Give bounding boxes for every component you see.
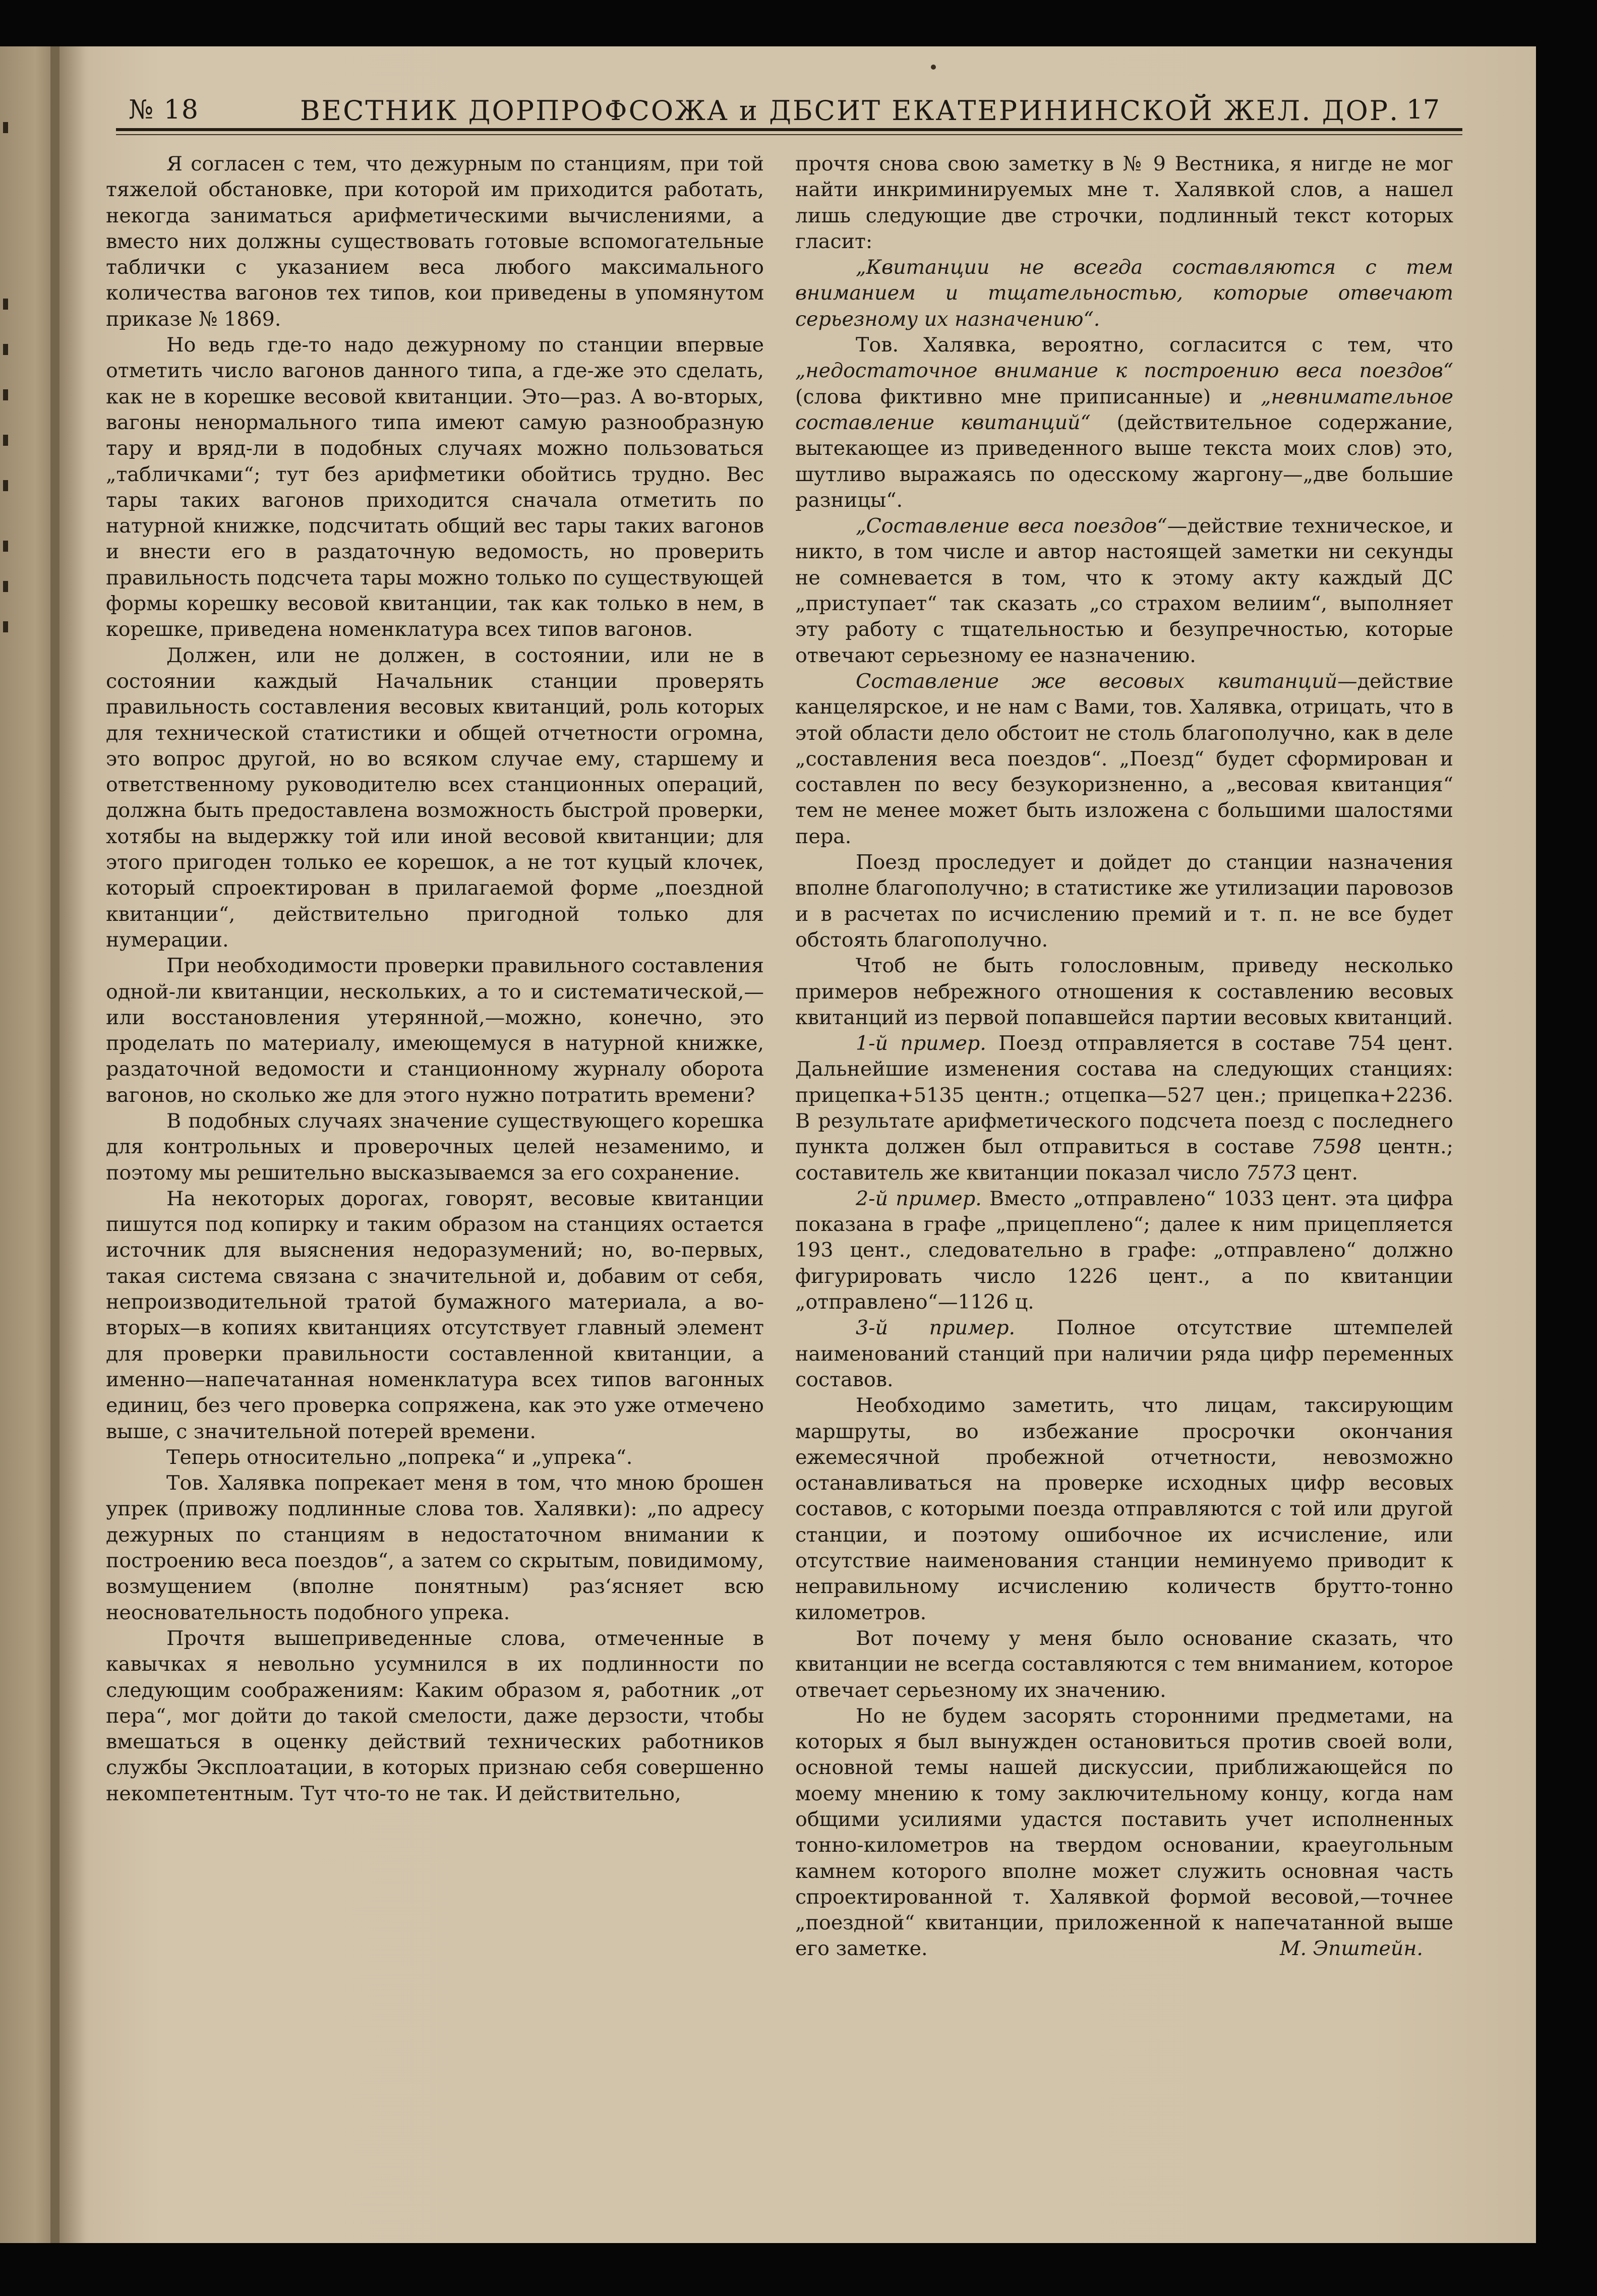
emphasis: „недостаточное внимание к построению веса поездов“ <box>795 359 1453 383</box>
edge-mark <box>3 581 8 592</box>
paragraph <box>795 669 1453 850</box>
left-column <box>106 151 764 1807</box>
paragraph: Вот почему у меня было основание сказать, что квитанции не всегда составляются с тем вниманием, которое отвечает серьезному их значению. <box>795 1626 1453 1702</box>
paragraph: Но ведь где-то надо дежурному по станции впервые отметить число вагонов данного типа, а где-же это сделать, как не в корешке весовой квитанции. Это—раз. А во-вторых, вагоны ненормального типа имеют самую разнообразную тару и вряд-ли в подобных случаях можно пользоваться „табличками“; тут без арифметики обойтись трудно. Вес тары таких вагонов приходится сначала отметить по натурной книжке, подсчитать общий вес тары таких вагонов и внести его в раздаточную ведомость, но проверить правильность подсчета тары можно только по существующей формы корешку весовой квитанции, так как только в нем, в корешке, приведена номенклатура всех типов вагонов. <box>106 333 764 641</box>
text-run: (слова фиктивно мне приписанные) и <box>795 385 1261 408</box>
paragraph <box>795 513 1453 669</box>
paragraph: Чтоб не быть голословным, приведу несколько примеров небрежного отношения к составлению весовых квитанций из первой попавшейся партии весовых квитанций. <box>795 954 1453 1029</box>
edge-mark <box>3 389 8 400</box>
binding-shadow <box>50 46 86 2243</box>
quoted-text: „Квитанции не всегда составляются с тем вниманием и тщательностью, которые отвечают серьезному их назначению“. <box>795 256 1453 331</box>
text-run: Полное отсутствие штемпелей наименований станций при наличии ряда цифр переменных составов. <box>795 1316 1453 1391</box>
text-run: Тов. Халявка, вероятно, согласится с тем, что <box>856 333 1453 357</box>
emphasis: 7598 <box>1311 1135 1362 1159</box>
page-number: 17 <box>1406 95 1440 125</box>
issue-number: № 18 <box>129 95 199 125</box>
emphasis: „невнимательное составление квитанций“ <box>795 385 1453 434</box>
text-run: Вместо „отправлено“ 1033 цент. эта цифра показана в графе „прицеплено“; далее к ним прицепляется 193 цент., следовательно в графе: „отправлено“ должно фигурировать число 1226 цент., а по квитанции „отправлено“—1126 ц. <box>795 1187 1454 1314</box>
speck <box>931 65 936 70</box>
example-label: 3-й пример. <box>856 1316 1016 1340</box>
text-run: центн.; составитель же квитанции показал число <box>795 1135 1453 1185</box>
author-signature: М. Эпштейн. <box>1279 1937 1423 1961</box>
example-3 <box>795 1315 1453 1393</box>
header-rule <box>116 128 1462 131</box>
emphasis: „Составление веса поездов“ <box>856 514 1167 538</box>
text-run: —действие канцелярское, и не нам с Вами, тов. Халявка, отрицать, что в этой области дело обстоит не столь благополучно, как в деле „составления веса поездов“. „Поезд“ будет сформирован и составлен по весу безукоризненно, а „весовая квитанция“ тем не менее может быть изложена с большими шалостями пера. <box>795 669 1453 848</box>
paragraph: На некоторых дорогах, говорят, весовые квитанции пишутся под копирку и таким образом на станциях остается источник для выяснения недоразумений; но, во-первых, такая система связана с значительной и, добавим от себя, непроизводительной тратой бумажного материала, а во-вторых—в копиях квитанциях отсутствует главный элемент для проверки правильности составленной квитанции, а именно—напечатанная номенклатура всех типов вагонных единиц, без чего проверка сопряжена, как это уже отмечено выше, с значительной потерей времени. <box>106 1187 764 1443</box>
paragraph: Необходимо заметить, что лицам, таксирующим маршруты, во избежание просрочки окончания ежемесячной пробежной отчетности, невозможно останавливаться на проверке исходных цифр весовых составов, с которыми поезда отправляются с той или другой станции, и поэтому ошибочное их исчисление, или отсутствие наименования станции неминуемо приводит к неправильному исчислению количеств брутто-тонно километров. <box>795 1394 1453 1624</box>
example-label: 1-й пример. <box>856 1032 986 1055</box>
header-rule-thin <box>116 134 1462 135</box>
edge-mark <box>3 344 8 355</box>
example-1 <box>795 1031 1453 1186</box>
edge-mark <box>3 541 8 552</box>
emphasis: 7573 <box>1246 1161 1296 1185</box>
text-run: Но не будем засорять сторонними предметами, на которых я был вынужден остановиться против своей воли, основной темы нашей дискуссии, приближающейся по моему мнению к тому заключительному концу, когда нам общими усилиями удастся поставить учет исполненных тонно-километров на твердом основании, краеугольным камнем которого вполне может служить основная часть спроектированной т. Халявкой формой весовой,—точнее „поездной“ квитанции, приложенной к напечатанной выше его заметке. <box>795 1704 1453 1961</box>
paragraph: Должен, или не должен, в состоянии, или не в состоянии каждый Начальник станции проверять правильность составления весовых квитанций, роль которых для технической статистики и общей отчетности огромна, это вопрос другой, но во всяком случае ему, старшему и ответственному руководителю всех станционных операций, должна быть предоставлена возможность быстрой проверки, хотябы на выдержку той или иной весовой квитанции; для этого пригоден только ее корешок, а не тот куцый клочек, который спроектирован в прилагаемой форме „поездной квитанции“, действительно пригодной только для нумерации. <box>106 643 764 952</box>
emphasis: Составление же весовых квитанций <box>856 669 1338 693</box>
paragraph: При необходимости проверки правильного составления одной-ли квитанции, нескольких, а то и систематической,—или восстановления утерянной,—можно, конечно, это проделать по материалу, имеющемуся в натурной книжке, раздаточной ведомости и станционному журналу оборота вагонов, но сколько же для этого нужно потратить времени? <box>106 954 764 1107</box>
edge-mark <box>3 480 8 491</box>
text-run: цент. <box>1296 1161 1358 1185</box>
paragraph: Я согласен с тем, что дежурным по станциям, при той тяжелой обстановке, при которой им приходится работать, некогда заниматься арифметическими вычислениями, а вместо них должны существовать готовые вспомогательные таблички с указанием веса любого максимального количества вагонов тех типов, кои приведены в упомянутом приказе № 1869. <box>106 152 764 331</box>
text-run: Поезд отправляется в составе 754 цент. Дальнейшие изменения состава на следующих станциях: прицепка+5135 центн.; отцепка—527 цен.; прицепка+2236. В результате арифметического подсчета поезд с последнего пункта должен был отправиться в составе <box>795 1032 1453 1159</box>
right-column <box>795 151 1453 1962</box>
edge-mark <box>3 435 8 446</box>
paragraph: прочтя снова свою заметку в № 9 Вестника, я нигде не мог найти инкриминируемых мне т. Халявкой слов, а нашел лишь следующие две строчки, подлинный текст которых гласит: <box>795 152 1453 253</box>
paragraph: В подобных случаях значение существующего корешка для контрольных и проверочных целей незаменимо, и поэтому мы решительно высказываемся за его сохранение. <box>106 1109 764 1185</box>
text-run: (действительное содержание, вытекающее из приведенного выше текста моих слов) это, шутливо выражаясь по одесскому жаргону—„две большие разницы“. <box>795 410 1453 512</box>
paragraph <box>795 1703 1453 1962</box>
example-label: 2-й пример. <box>856 1187 982 1210</box>
edge-mark <box>3 299 8 310</box>
text-run: —действие техническое, и никто, в том числе и автор настоящей заметки ни секунды не сомневается в том, что к этому акту каждый ДС „приступает“ так сказать „со страхом велиим“, выполняет эту работу с тщательностью и безупречностью, которые отвечают серьезному ее назначению. <box>795 514 1453 667</box>
paragraph: Тов. Халявка попрекает меня в том, что мною брошен упрек (привожу подлинные слова тов. Халявки): „по адресу дежурных по станциям в недостаточном внимании к построению веса поездов“, а затем со скрытым, повидимому, возмущением (вполне понятным) раз‘ясняет всю неосновательность подобного упрека. <box>106 1471 764 1624</box>
edge-mark <box>3 122 8 133</box>
publication-title: ВЕСТНИК ДОРПРОФСОЖА и ДБСИТ ЕКАТЕРИНИНСКОЙ ЖЕЛ. ДОР. <box>300 95 1400 127</box>
edge-mark <box>3 621 8 632</box>
paragraph: Прочтя вышеприведенные слова, отмеченные в кавычках я невольно усумнился в их подлинности по следующим соображениям: Каким образом я, работник „от пера“, мог дойти до такой смелости, даже дерзости, чтобы вмешаться в оценку действий технических работников службы Эксплоатации, в которых признаю себя совершенно некомпетентным. Тут что-то не так. И действительно, <box>106 1626 764 1805</box>
example-2 <box>795 1186 1453 1315</box>
paragraph <box>795 332 1453 513</box>
paragraph: Теперь относительно „попрека“ и „упрека“. <box>166 1445 633 1469</box>
paragraph: Поезд проследует и дойдет до станции назначения вполне благополучно; в статистике же утилизации паровозов и в расчетах по исчислению премий и т. п. не все будет обстоять благополучно. <box>795 851 1453 952</box>
